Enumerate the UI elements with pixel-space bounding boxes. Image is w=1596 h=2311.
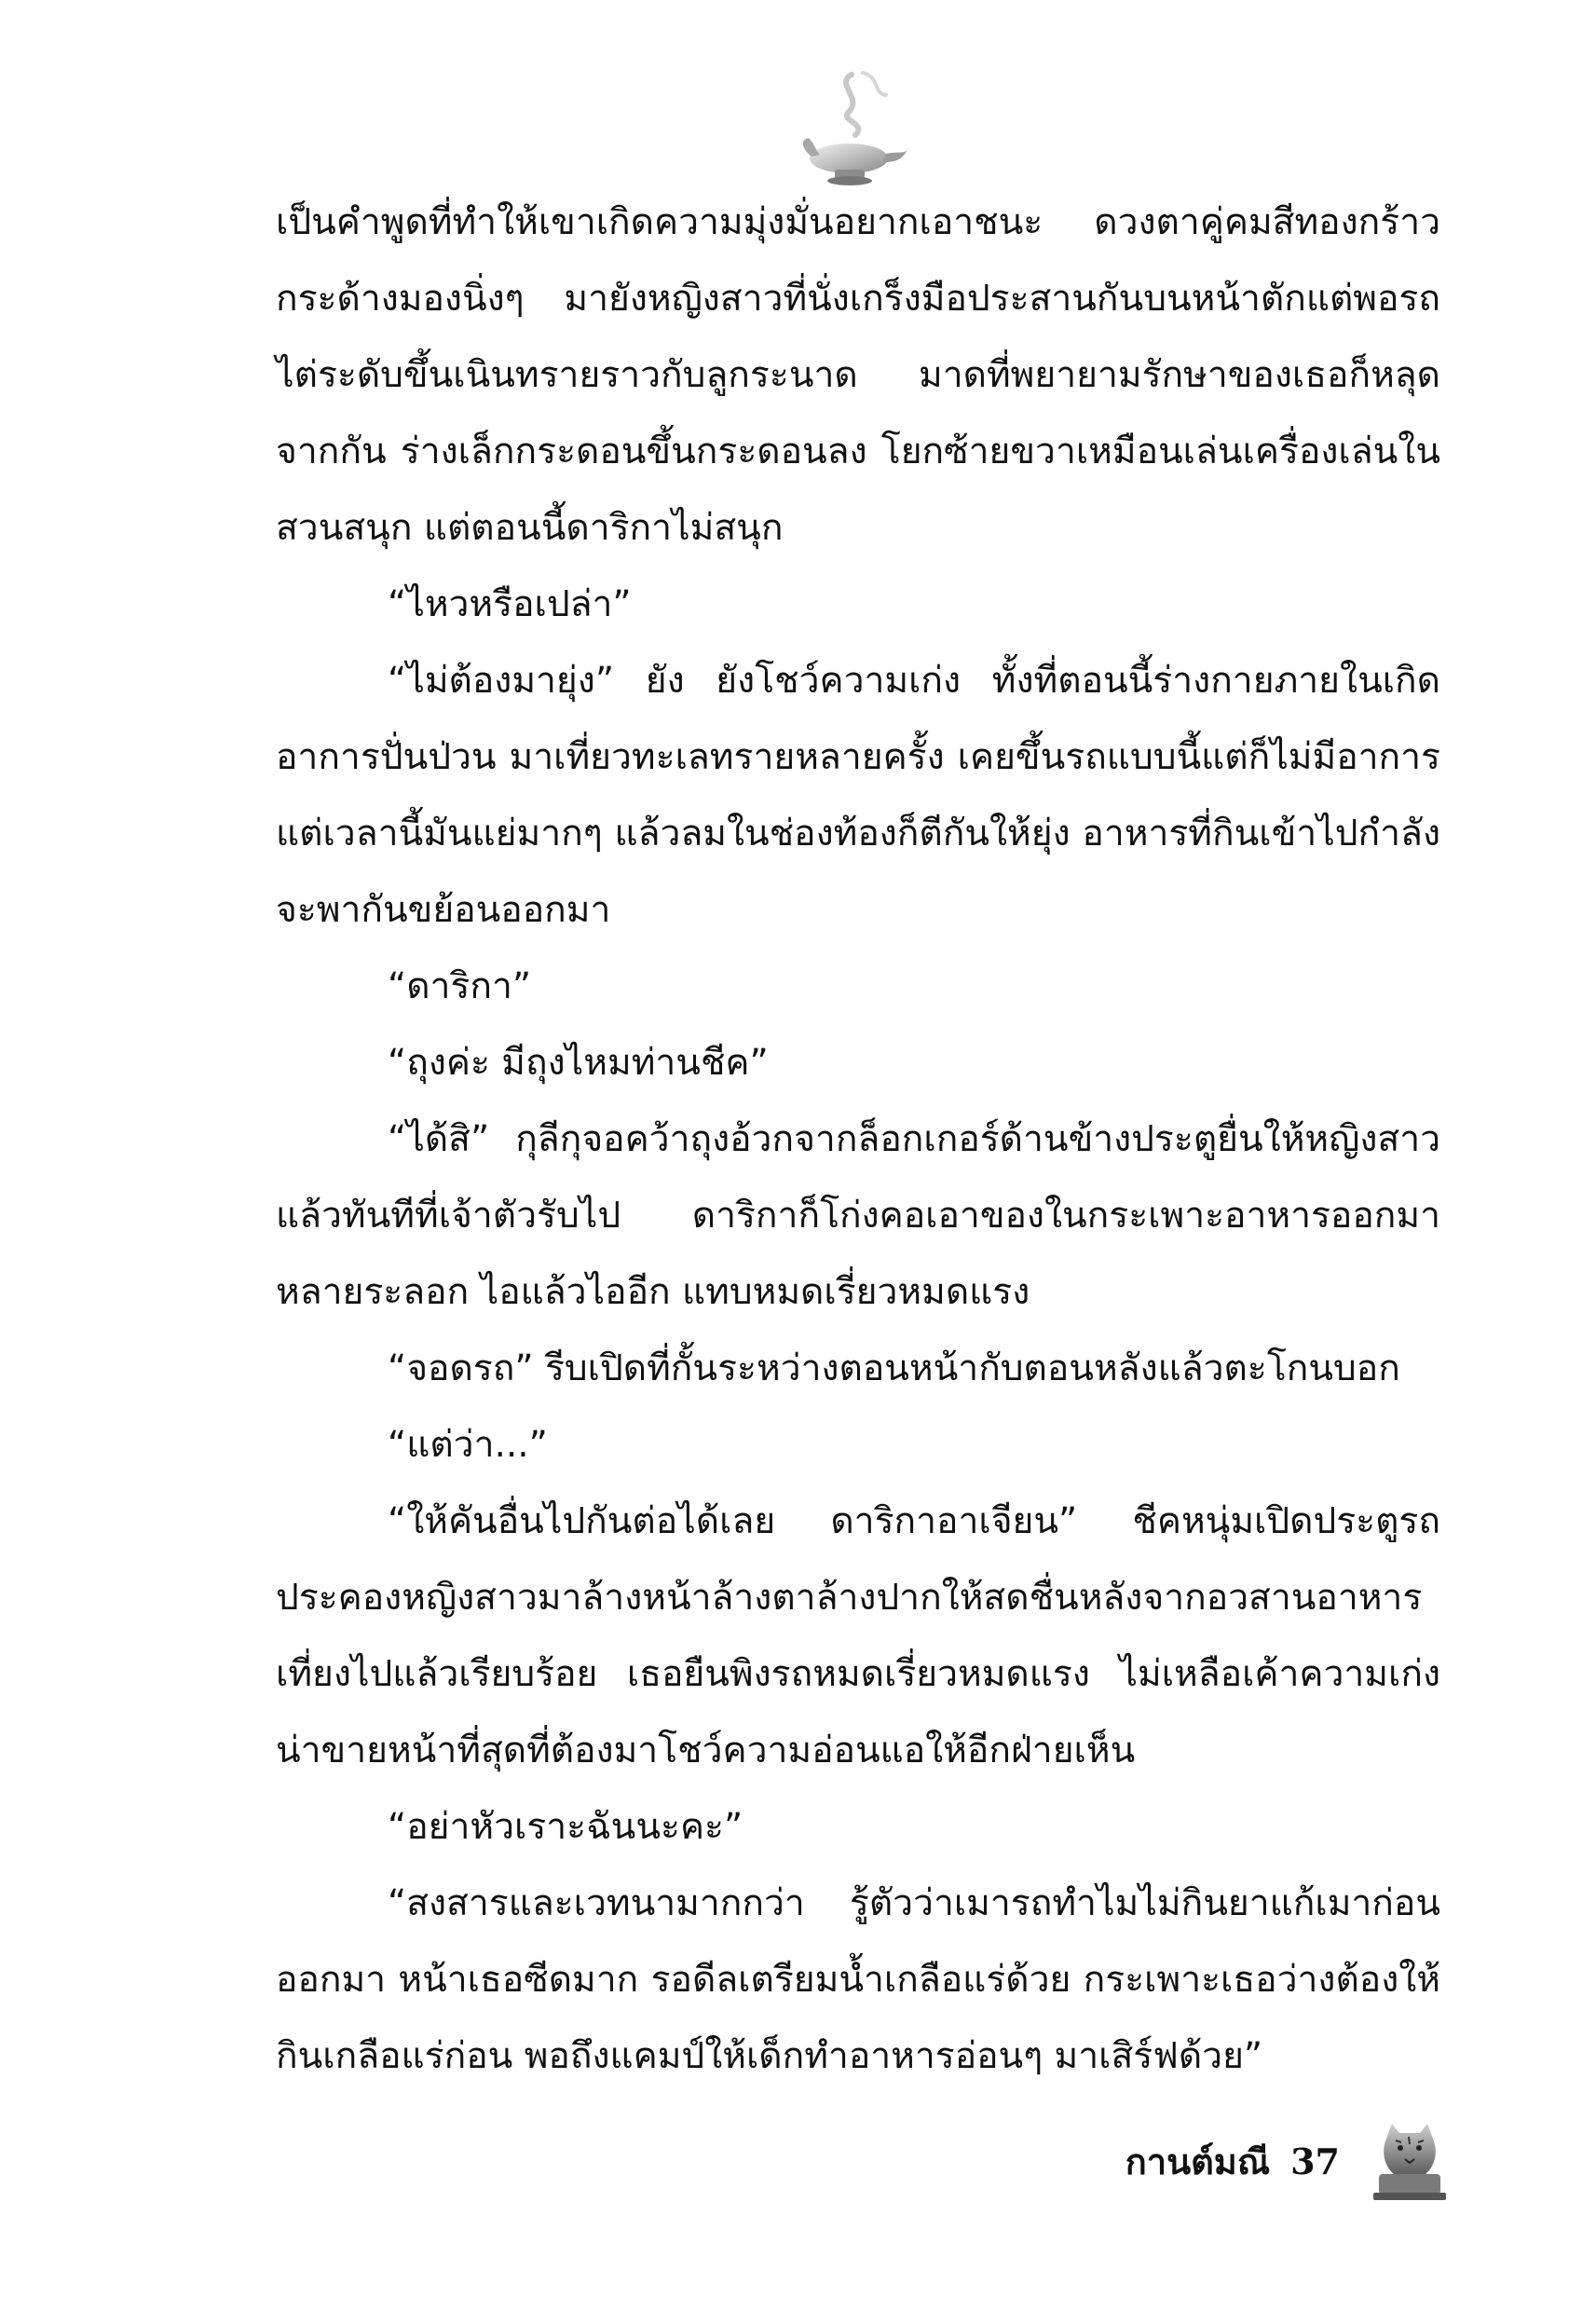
paragraph: “ดาริกา” — [388, 965, 532, 1007]
paragraph: “ให้คันอื่นไปกันต่อได้เลย ดาริกาอาเจียน” ชีคหนุ่มเปิดประตูรถประคองหญิงสาวมาล้างหน้าล้างตาล้างปากให้สดชื่นหลังจากอวสานอาหารเที่ยงไปแล้วเรียบร้อย เธอยืนพิงรถหมดเรี่ยวหมดแรง ไม่เหลือเค้าความเก่ง น่าขายหน้าที่สุดที่ต้องมาโชว์ความอ่อนแอให้อีกฝ่ายเห็น — [276, 1500, 1440, 1771]
page-number: 37 — [1290, 2140, 1340, 2182]
paragraph: “ไม่ต้องมายุ่ง” ยัง ยังโชว์ความเก่ง ทั้งที่ตอนนี้ร่างกายภายในเกิดอาการปั่นป่วน มาเที่ยวทะเลทรายหลายครั้ง เคยขึ้นรถแบบนี้แต่ก็ไม่มีอาการ แต่เวลานี้มันแย่มากๆ แล้วลมในช่องท้องก็ตีกันให้ยุ่ง อาหารที่กินเข้าไปกำลังจะพากันขย้อนออกมา — [276, 660, 1440, 931]
paragraph: “ถุงค่ะ มีถุงไหมท่านชีค” — [388, 1042, 769, 1084]
book-title: กานต์มณี — [1125, 2140, 1271, 2182]
genie-lamp-icon — [798, 65, 909, 191]
paragraph: “ได้สิ” กุลีกุจอคว้าถุงอ้วกจากล็อกเกอร์ด้านข้างประตูยื่นให้หญิงสาว แล้วทันทีที่เจ้าตัวรับไป ดาริกาก็โก่งคอเอาของในกระเพาะอาหารออกมาหลายระลอก ไอแล้วไออีก แทบหมดเรี่ยวหมดแรง — [276, 1118, 1440, 1313]
paragraph: “ไหวหรือเปล่า” — [388, 583, 632, 625]
paragraph: “อย่าหัวเราะฉันนะคะ” — [388, 1806, 743, 1848]
paragraph: เป็นคำพูดที่ทำให้เขาเกิดความมุ่งมั่นอยากเอาชนะ ดวงตาคู่คมสีทองกร้าวกระด้างมองนิ่งๆ มายังหญิงสาวที่นั่งเกร็งมือประสานกันบนหน้าตักแต่พอรถไต่ระดับขึ้นเนินทรายราวกับลูกระนาด มาดที่พยายามรักษาของเธอก็หลุดจากกัน ร่างเล็กกระดอนขึ้นกระดอนลง โยกซ้ายขวาเหมือนเล่นเครื่องเล่นในสวนสนุก แต่ตอนนี้ดาริกาไม่สนุก — [276, 201, 1440, 549]
tiger-icon — [1368, 2111, 1452, 2204]
paragraph: “จอดรถ” รีบเปิดที่กั้นระหว่างตอนหน้ากับตอนหลังแล้วตะโกนบอก — [388, 1347, 1400, 1389]
paragraph: “สงสารและเวทนามากกว่า รู้ตัวว่าเมารถทำไมไม่กินยาแก้เมาก่อนออกมา หน้าเธอซีดมาก รอดีลเตรียมน้ำเกลือแร่ด้วย กระเพาะเธอว่างต้องให้กินเกลือแร่ก่อน พอถึงแคมป์ให้เด็กทำอาหารอ่อนๆ มาเสิร์ฟด้วย” — [276, 1882, 1440, 2077]
page-footer — [1125, 2133, 1340, 2190]
body-text — [276, 185, 1440, 2095]
paragraph: “แต่ว่า...” — [388, 1424, 548, 1466]
